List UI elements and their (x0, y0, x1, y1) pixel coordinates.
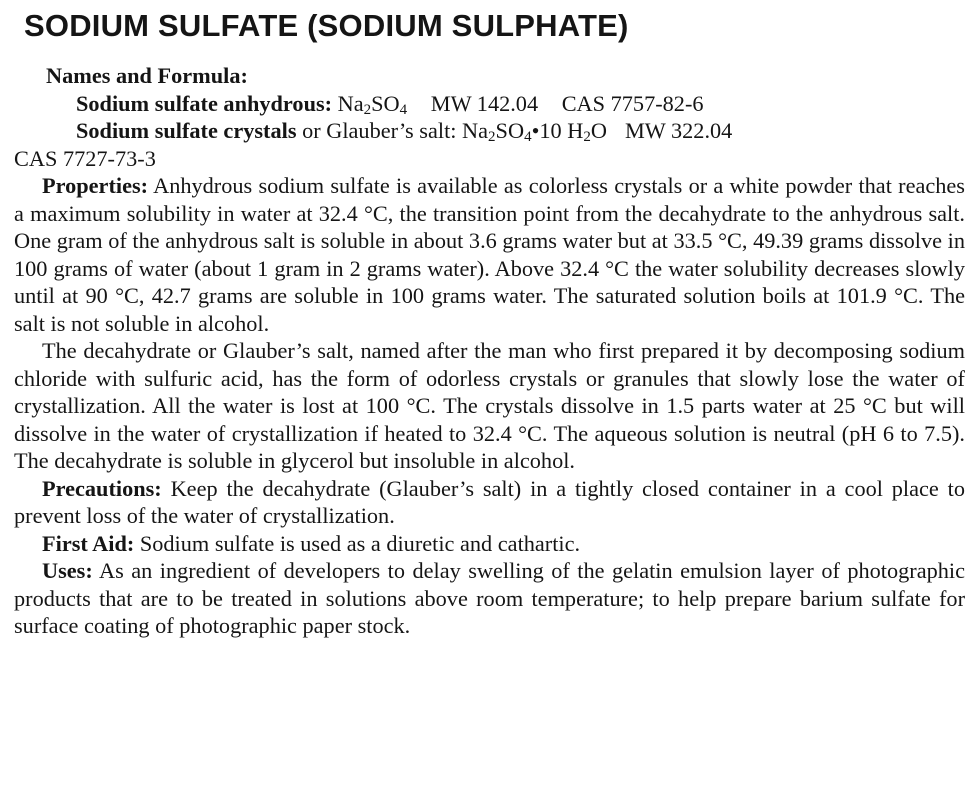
crystals-formula: $Na_2SO_4•10$ $H_2O$ (462, 118, 607, 145)
decahydrate-text: The decahydrate or Glauber’s salt, named after the man who first prepared it by decomposing sodium chloride with sulfuric acid, has the form of odorless crystals or granules that slowly lose the water of crystallization. All the water is lost at 100 °C. The crystals dissolve in 1.5 parts water at 25 °C but will dissolve in the water of crystallization if heated to 32.4 °C. The aqueous solution is neutral (pH 6 to 7.5). The decahydrate is soluble in glycerol but insoluble in alcohol. (14, 338, 965, 473)
decahydrate-paragraph (14, 337, 965, 475)
precautions-text: Keep the decahydrate (Glauber’s salt) in a tightly closed container in a cool place to prevent loss of the water of crystallization. (14, 475, 965, 528)
crystals-description: or Glauber’s salt: (296, 118, 463, 143)
page-title: SODIUM SULFATE (SODIUM SULPHATE) (24, 8, 629, 43)
uses-paragraph (14, 557, 965, 640)
properties-label: Properties: (42, 173, 149, 198)
properties-text: Anhydrous sodium sulfate is available as colorless crystals or a white powder that reaches a maximum solubility in water at 32.4 °C, the transition point from the decahydrate to the anhydrous salt. One gram of the anhydrous salt is soluble in about 3.6 grams water but at 33.5 °C, 49.39 grams dissolve in 100 grams of water (about 1 gram in 2 grams water). Above 32.4 °C the water solubility decreases slowly until at 90 °C, 42.7 grams are soluble in 100 grams water. The saturated solution boils at 101.9 °C. The salt is not soluble in alcohol. (14, 173, 965, 336)
crystals-mw: MW 322.04 (624, 118, 733, 143)
names-heading: Names and Formula: (46, 63, 248, 88)
first-aid-paragraph (14, 530, 965, 558)
first-aid-text: Sodium sulfate is used as a diuretic and cathartic. (134, 530, 581, 556)
anhydrous-cas: CAS 7757-82-6 (561, 90, 704, 116)
anhydrous-mw: MW 142.04 (430, 90, 539, 116)
uses-text: As an ingredient of developers to delay swelling of the gelatin emulsion layer of photographic products that are to be treated in solutions above room temperature; to help prepare barium sulfate for surface coating of photographic paper stock. (14, 558, 965, 638)
uses-label: Uses: (42, 558, 93, 583)
crystals-cas: CAS 7727-73-3 (14, 145, 156, 171)
anhydrous-label: Sodium sulfate anhydrous: (76, 90, 333, 116)
precautions-label: Precautions: (42, 475, 162, 501)
crystals-label: Sodium sulfate crystals (76, 118, 297, 143)
properties-paragraph (14, 172, 965, 337)
anhydrous-entry (14, 90, 965, 118)
anhydrous-formula: $Na_2SO_4$ (337, 90, 408, 118)
document-body (14, 62, 965, 640)
crystals-entry (14, 117, 965, 172)
precautions-paragraph (14, 475, 965, 530)
first-aid-label: First Aid: (42, 530, 135, 556)
